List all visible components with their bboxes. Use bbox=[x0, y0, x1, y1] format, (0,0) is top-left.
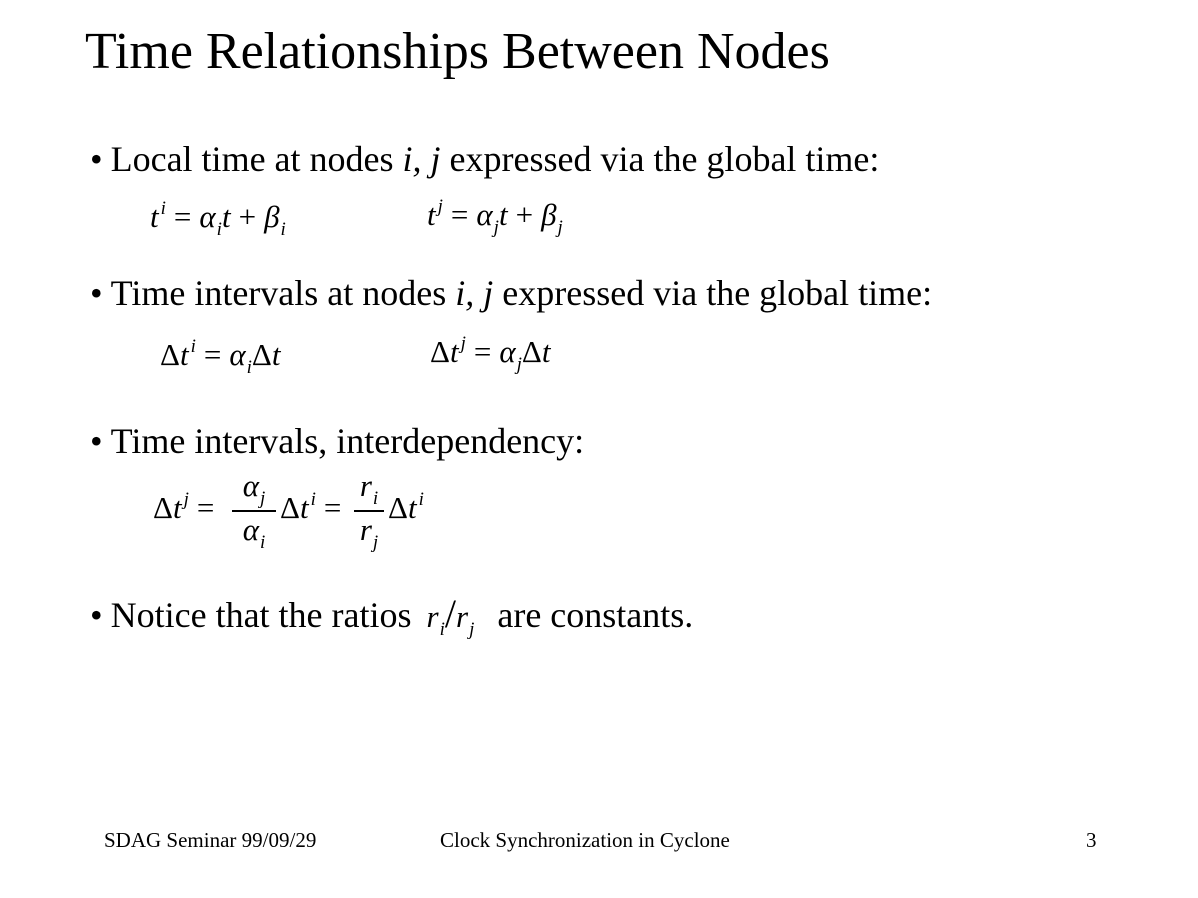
equation-interval-j bbox=[430, 333, 550, 376]
eq-sym: Δ bbox=[430, 334, 450, 369]
eq-sym: α bbox=[229, 337, 246, 372]
equation-interval-i bbox=[160, 336, 280, 379]
eq-lhs bbox=[153, 489, 222, 526]
eq-sup: j bbox=[183, 489, 189, 510]
eq-sym: t bbox=[150, 199, 159, 234]
fraction-numerator bbox=[354, 468, 384, 510]
eq-sym: α bbox=[242, 512, 259, 547]
eq-sym: Δ bbox=[388, 490, 408, 525]
bullet-interdependency bbox=[90, 420, 584, 462]
equation-local-time-i bbox=[150, 198, 286, 241]
bullet-dot: • bbox=[90, 421, 103, 461]
bullet-ratios bbox=[90, 590, 693, 641]
eq-sym: t bbox=[498, 197, 508, 232]
eq-sup: i bbox=[160, 198, 166, 219]
eq-sub: j bbox=[469, 619, 475, 640]
eq-sub: i bbox=[246, 357, 252, 378]
eq-sym: t bbox=[407, 490, 417, 525]
eq-sub: i bbox=[260, 532, 266, 553]
eq-sym: α bbox=[476, 197, 493, 232]
bullet-text-pre: Local time at nodes bbox=[110, 139, 403, 179]
eq-sym: t bbox=[271, 337, 281, 372]
eq-sym: α bbox=[199, 199, 216, 234]
eq-sym: t bbox=[179, 337, 189, 372]
eq-sym: Δ bbox=[160, 337, 180, 372]
eq-op: = bbox=[323, 490, 342, 525]
fraction-denominator bbox=[232, 512, 276, 554]
footer-center: Clock Synchronization in Cyclone bbox=[440, 828, 730, 852]
eq-sub: j bbox=[516, 354, 522, 375]
eq-sym: Δ bbox=[153, 490, 173, 525]
bullet-dot: • bbox=[90, 595, 103, 635]
eq-sym: r bbox=[426, 599, 439, 634]
bullet-text-pre: Time intervals at nodes bbox=[110, 273, 456, 313]
eq-sub: j bbox=[557, 217, 563, 238]
eq-sym: t bbox=[449, 334, 459, 369]
eq-op: + bbox=[238, 199, 257, 234]
eq-sup: i bbox=[310, 489, 316, 510]
eq-sub: j bbox=[493, 217, 499, 238]
footer-left: SDAG Seminar 99/09/29 bbox=[104, 828, 317, 852]
eq-op: / bbox=[444, 591, 456, 636]
bullet-text-post: expressed via the global time: bbox=[440, 139, 880, 179]
eq-op: = bbox=[450, 197, 469, 232]
eq-sym: r bbox=[359, 512, 372, 547]
eq-op: = bbox=[203, 337, 222, 372]
eq-op: + bbox=[515, 197, 534, 232]
eq-sup: j bbox=[437, 196, 443, 217]
eq-sym: t bbox=[172, 490, 182, 525]
footer-page-number: 3 bbox=[1086, 828, 1097, 852]
fraction-alpha bbox=[232, 468, 276, 554]
equation-local-time-j bbox=[427, 196, 563, 239]
eq-sym: t bbox=[427, 197, 436, 232]
eq-sym: r bbox=[359, 468, 372, 503]
eq-sub: i bbox=[372, 488, 379, 509]
eq-sub: i bbox=[280, 219, 286, 240]
slide-title: Time Relationships Between Nodes bbox=[85, 23, 830, 80]
eq-sub: i bbox=[439, 619, 445, 640]
ratio-inline-math bbox=[426, 591, 475, 640]
eq-sym: t bbox=[541, 334, 551, 369]
eq-sym: t bbox=[221, 199, 231, 234]
eq-sup: j bbox=[460, 333, 466, 354]
bullet-dot: • bbox=[90, 273, 103, 313]
eq-sym: β bbox=[541, 197, 557, 232]
eq-op: = bbox=[173, 199, 192, 234]
eq-sym: α bbox=[242, 468, 259, 503]
bullet-dot: • bbox=[90, 139, 103, 179]
eq-sup: i bbox=[418, 489, 424, 510]
eq-sub: j bbox=[260, 488, 266, 509]
eq-sub: i bbox=[216, 219, 222, 240]
bullet-text-post: expressed via the global time: bbox=[493, 273, 933, 313]
bullet-vars: i, j bbox=[402, 139, 441, 179]
eq-rhs bbox=[388, 489, 424, 526]
bullet-vars: i, j bbox=[455, 273, 494, 313]
eq-sym: α bbox=[499, 334, 516, 369]
bullet-text-post: are constants. bbox=[488, 595, 694, 635]
eq-op: = bbox=[196, 490, 215, 525]
bullet-local-time bbox=[90, 138, 879, 180]
eq-sym: t bbox=[299, 490, 309, 525]
eq-sym: Δ bbox=[521, 334, 542, 369]
eq-sym: β bbox=[264, 199, 280, 234]
eq-sym: r bbox=[456, 599, 469, 634]
eq-sym: Δ bbox=[280, 490, 300, 525]
bullet-text: Time intervals, interdependency: bbox=[110, 421, 585, 461]
eq-middle bbox=[280, 489, 349, 526]
bullet-text-pre: Notice that the ratios bbox=[110, 595, 421, 635]
fraction-r bbox=[354, 468, 384, 554]
bullet-time-intervals bbox=[90, 272, 932, 314]
eq-sym: Δ bbox=[251, 337, 272, 372]
fraction-denominator bbox=[354, 512, 384, 554]
eq-sub: j bbox=[372, 532, 379, 553]
fraction-numerator bbox=[232, 468, 276, 510]
eq-op: = bbox=[473, 334, 492, 369]
eq-sup: i bbox=[190, 336, 196, 357]
